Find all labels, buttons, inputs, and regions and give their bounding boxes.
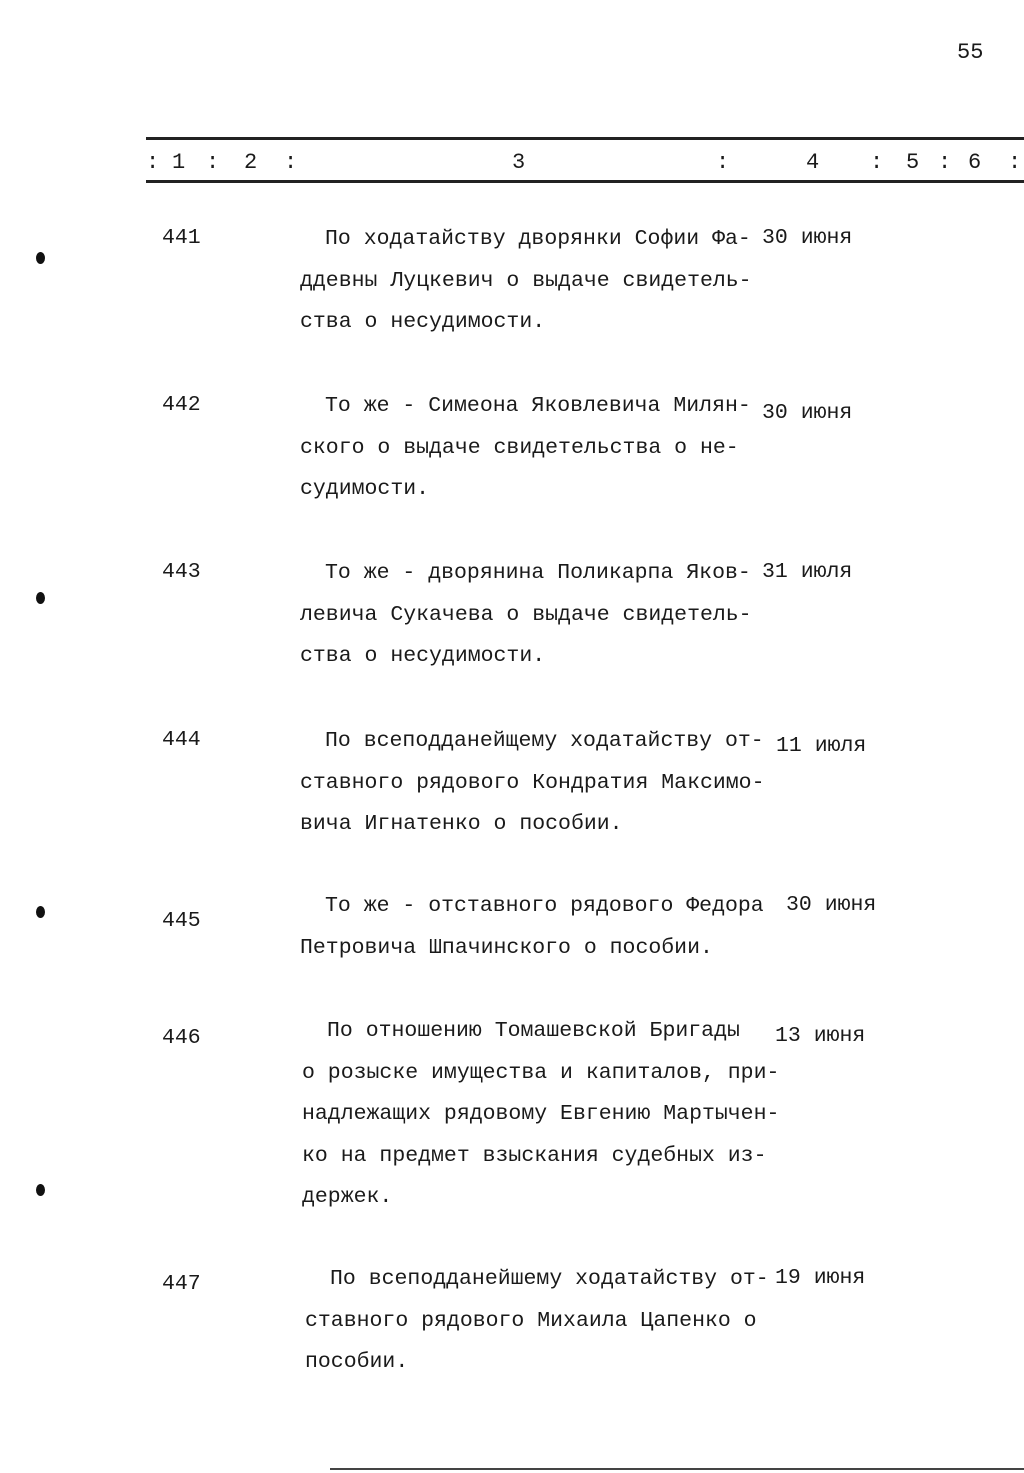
entry-line: вича Игнатенко о пособии. (300, 812, 623, 836)
column-header-1: 1 (172, 150, 186, 175)
entry-description (305, 1266, 775, 1391)
entry-description (300, 893, 770, 976)
entry-line: ского о выдаче свидетельства о не- (300, 435, 739, 460)
column-header-2: 2 (244, 150, 258, 175)
column-separator: : (284, 150, 298, 175)
binding-hole-mark (36, 1184, 45, 1196)
page-number: 55 (957, 40, 984, 65)
entry-number: 445 (162, 909, 201, 933)
entry-line: о розыске имущества и капиталов, при- (302, 1060, 780, 1085)
entry-number: 441 (162, 226, 201, 250)
entry-line: ства о несудимости. (300, 310, 546, 334)
entry-number: 447 (162, 1272, 201, 1296)
entry-line: По всеподданейшему ходатайству от- (330, 1267, 769, 1291)
header-bottom-rule (146, 180, 1024, 183)
binding-hole-mark (36, 906, 45, 918)
column-separator: : (1008, 150, 1022, 175)
column-header-4: 4 (806, 150, 820, 175)
entry-line: судимости. (300, 477, 430, 501)
binding-hole-mark (36, 252, 45, 264)
entry-date: 13 июня (775, 1024, 866, 1048)
entry-line: ставного рядового Михаила Цапенко о (305, 1308, 757, 1333)
entry-date: 30 июня (786, 893, 877, 917)
entry-date: 19 июня (775, 1266, 866, 1290)
entry-line: То же - дворянина Поликарпа Яков- (325, 561, 751, 585)
entry-line: По ходатайству дворянки Софии Фа- (325, 227, 751, 251)
entry-line: ства о несудимости. (300, 644, 546, 668)
entry-line: По отношению Томашевской Бригады (327, 1019, 740, 1043)
entry-number: 444 (162, 728, 201, 752)
binding-hole-mark (36, 592, 45, 604)
column-separator: : (206, 150, 220, 175)
entry-number: 442 (162, 393, 201, 417)
column-header-3: 3 (512, 150, 526, 175)
header-top-rule (146, 137, 1024, 140)
entry-line: ко на предмет взыскания судебных из- (302, 1143, 767, 1168)
entry-number: 443 (162, 560, 201, 584)
entry-line: держек. (302, 1185, 393, 1209)
entry-line: пособии. (305, 1350, 409, 1374)
entry-description (302, 1018, 780, 1226)
entry-date: 11 июля (776, 734, 867, 758)
entry-date: 30 июня (762, 226, 853, 250)
entry-line: ставного рядового Кондратия Максимо- (300, 770, 765, 795)
entry-number: 446 (162, 1026, 201, 1050)
entry-line: По всеподданейщему ходатайству от- (325, 729, 764, 753)
column-header-row (146, 150, 1024, 180)
column-separator: : (716, 150, 730, 175)
entry-description (300, 560, 770, 685)
column-separator: : (938, 150, 952, 175)
column-header-5: 5 (906, 150, 920, 175)
entry-line: Петровича Шпачинского о пособии. (300, 935, 713, 960)
column-header-6: 6 (968, 150, 982, 175)
entry-description (300, 728, 770, 853)
entry-line: левича Сукачева о выдаче свидетель- (300, 602, 752, 627)
entry-date: 31 июля (762, 560, 853, 584)
bottom-rule (330, 1468, 1024, 1470)
entry-date: 30 июня (762, 401, 853, 425)
column-separator: : (146, 150, 160, 175)
entry-line: надлежащих рядовому Евгению Мартычен- (302, 1102, 780, 1126)
column-separator: : (870, 150, 884, 175)
entry-line: То же - Симеона Яковлевича Милян- (325, 394, 751, 418)
entry-line: То же - отставного рядового Федора (325, 894, 764, 918)
entry-line: ддевны Луцкевич о выдаче свидетель- (300, 268, 752, 293)
entry-description (300, 393, 770, 518)
entry-description (300, 226, 770, 351)
